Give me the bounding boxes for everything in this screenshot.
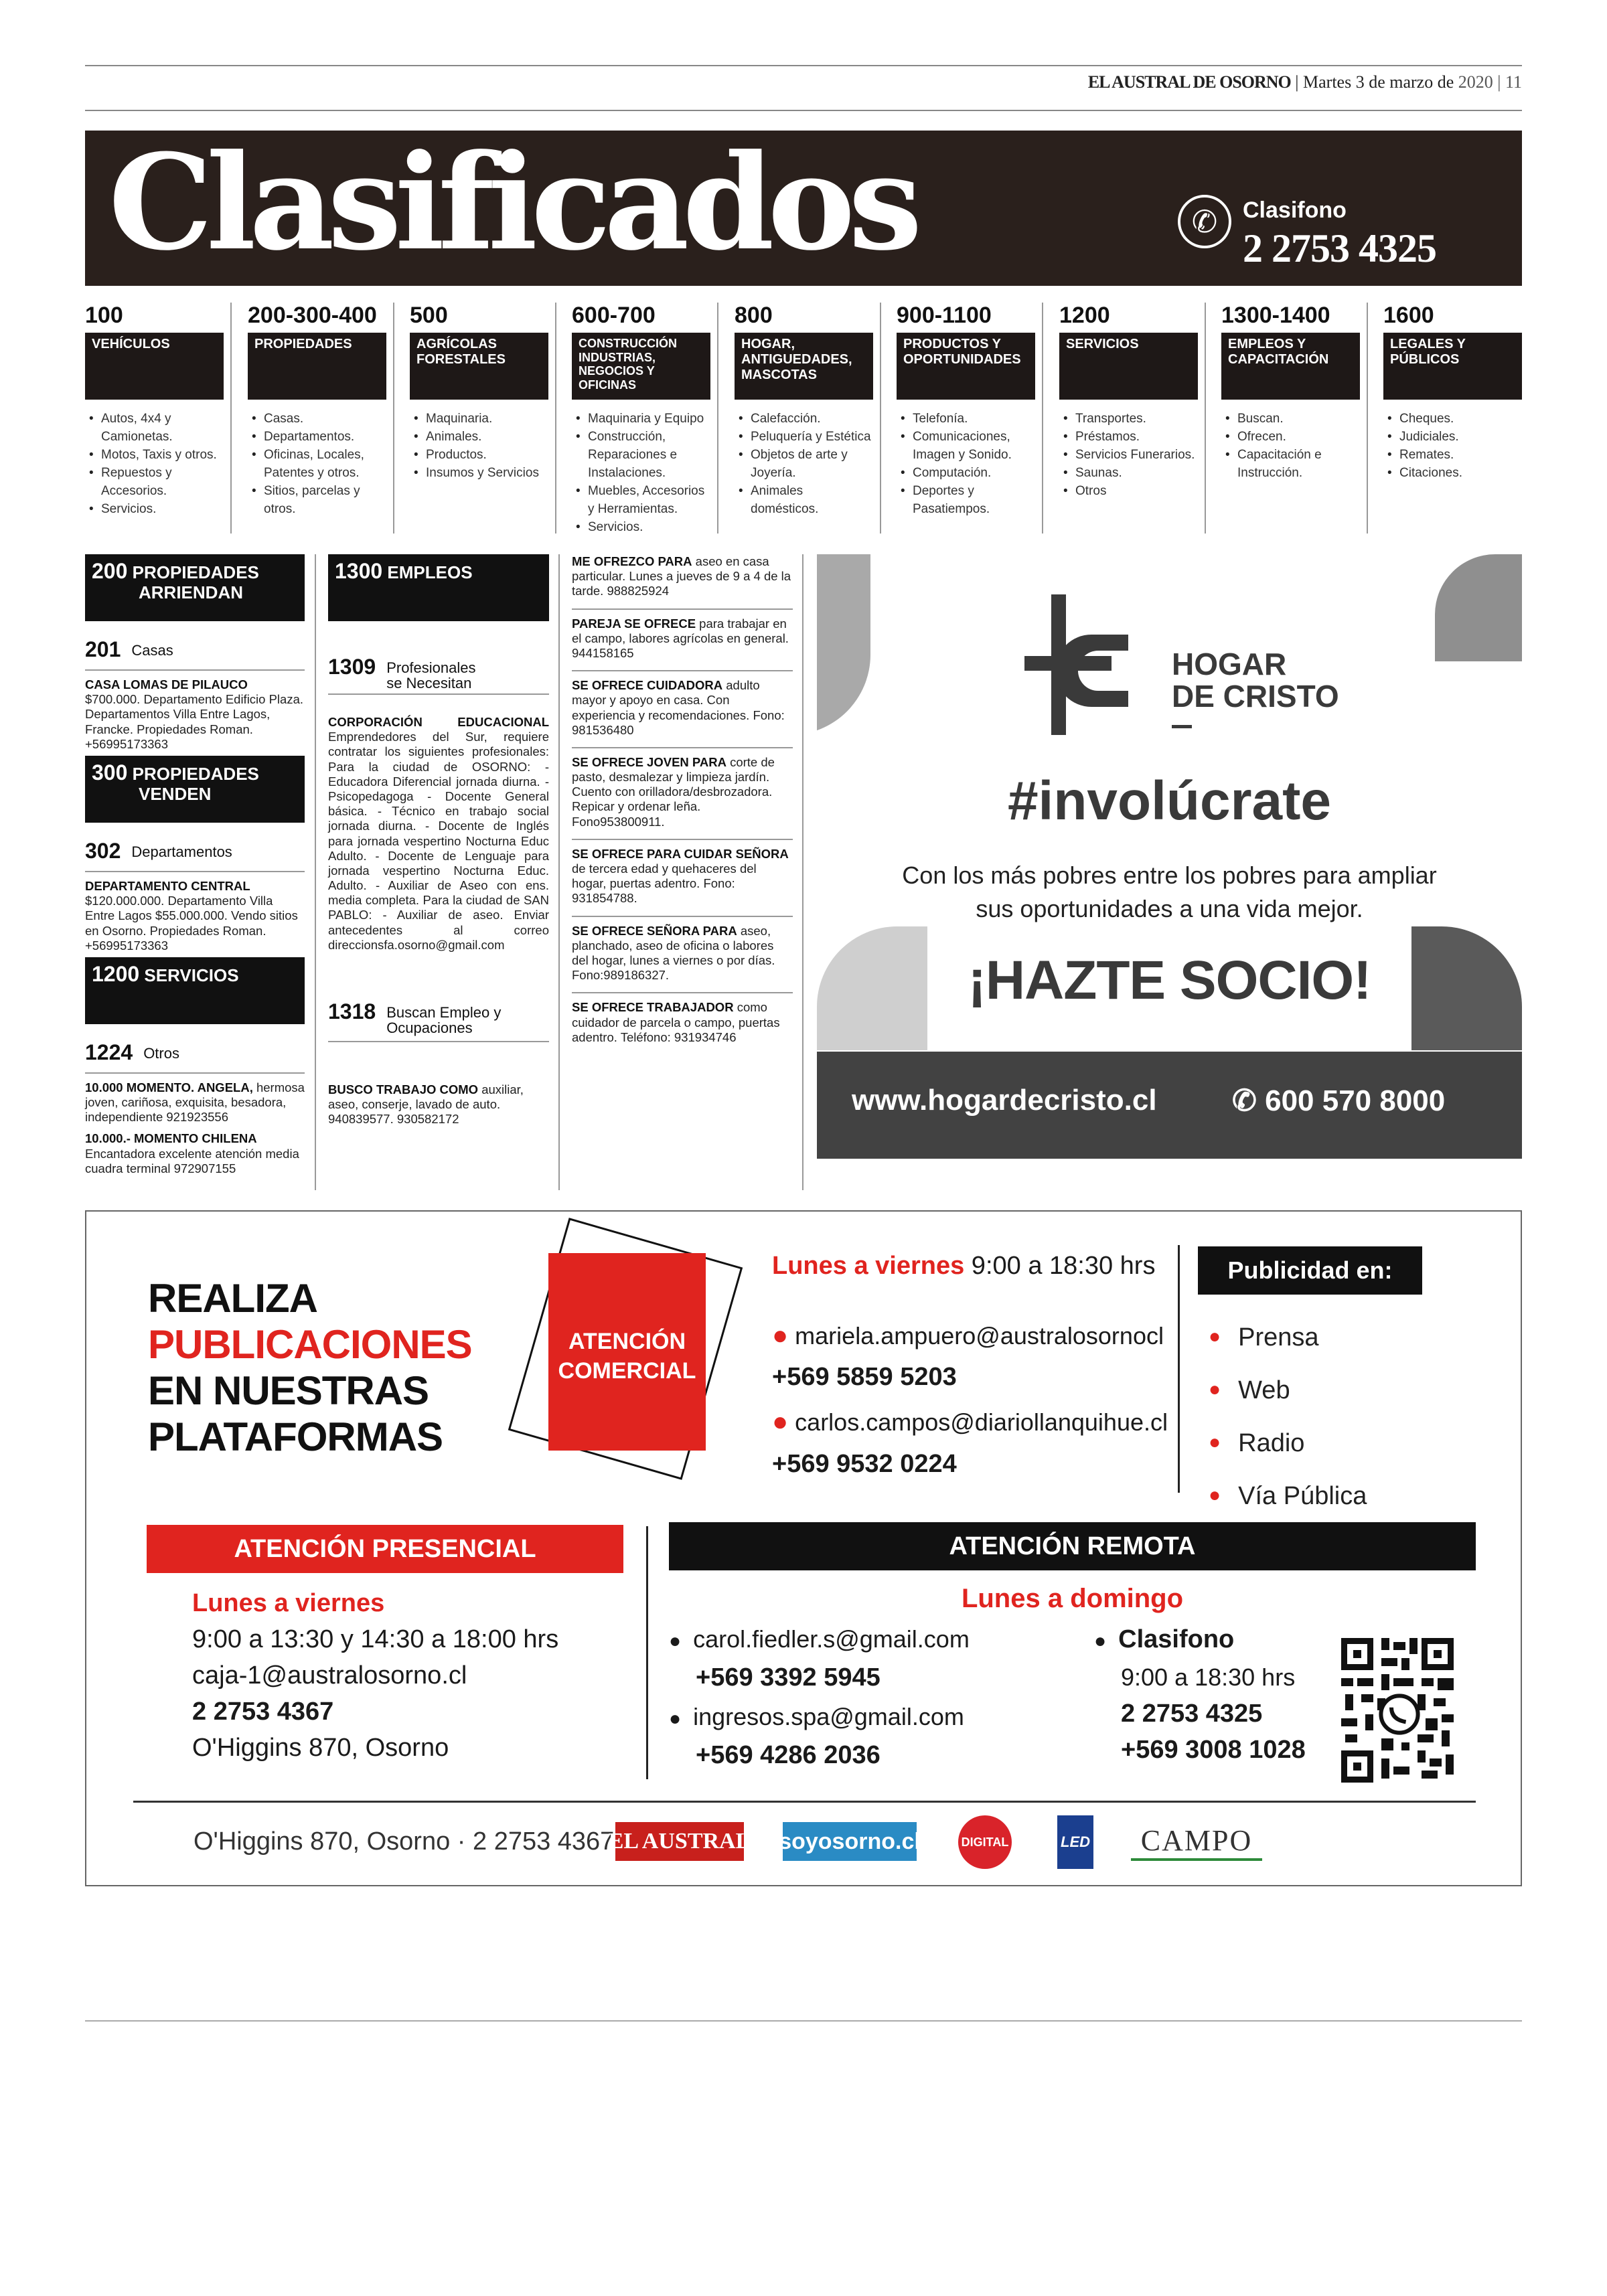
category-item: • Servicios. [572,519,710,537]
subsection-number: 302 [85,838,121,863]
ad-body: aseo en casa particular. Lunes a jueves de 9 a 4 de la tarde. 988825924 [572,554,791,598]
section-number: 200 [92,559,128,583]
contact-email-2[interactable] [772,1407,1168,1437]
clasifono-hours: 9:00 a 18:30 hrs [1121,1663,1296,1691]
remota-days: Lunes a domingo [961,1584,1184,1613]
atencion-presencial-header: ATENCIÓN PRESENCIAL [147,1525,623,1573]
hdc-brand-line: HOGAR [1172,647,1287,681]
classified-ad [85,1080,305,1125]
category-item: • Telefonía. [897,410,1035,428]
category-item: • Sitios, parcelas y otros. [248,483,386,519]
phone-text: +569 5859 5203 [772,1363,957,1391]
subsection-title [386,655,475,691]
classified-ad [572,992,793,1045]
comercial-hours [772,1252,1155,1281]
ad-body: corte de pasto, desmalezar y limpieza jardín. Cuento con orilladora/desbrozadora. Repicar y ordenar leña. Fono953800911. [572,754,775,829]
category-item: • Repuestos y Accesorios. [85,465,224,501]
category-item: • Peluquería y Estética [735,428,873,446]
section-number: 1300 [335,559,383,583]
category-item: • Préstamos. [1059,428,1198,446]
section-number: 1200 [92,961,140,986]
ad-body: hermosa joven, cariñosa, exquisita, besadora, independiente 921923556 [85,1080,305,1125]
comercial-time: 9:00 a 18:30 hrs [964,1252,1156,1280]
category-item: • Maquinaria y Equipo [572,410,710,428]
category-title: CONSTRUCCIÓN INDUSTRIAS, NEGOCIOS Y OFICINAS [572,333,710,400]
subsection-title: Otros [143,1044,179,1062]
ad-headline: 10.000.- MOMENTO CHILENA [85,1131,257,1146]
ad-headline: ME OFREZCO PARA [572,554,692,568]
column-divider [1205,303,1206,534]
category-items [897,410,1035,519]
category-title: PROPIEDADES [248,333,386,400]
category-item: • Objetos de arte y Joyería. [735,446,873,483]
ad-headline: BUSCO TRABAJO COMO [328,1082,479,1096]
remota-phone: +569 3392 5945 [696,1663,881,1692]
bullet-icon: ● [772,1407,789,1437]
ad-body: auxiliar, aseo, conserje, lavado de auto. 940839577. 930582172 [328,1082,524,1127]
subsection-title-line: Buscan Empleo y [386,1004,502,1021]
section-number: 300 [92,760,128,785]
comercial-days: Lunes a viernes [772,1252,965,1280]
category-items [735,410,873,519]
section-title: EMPLEOS [387,562,473,582]
hdc-cta: ¡HAZTE SOCIO! [968,950,1371,1011]
classifieds-column-3 [572,554,793,1045]
category-item: • Casas. [248,410,386,428]
subsection-number: 1224 [85,1040,133,1064]
section-header-1300 [328,554,549,621]
hdc-website-link[interactable]: www.hogardecristo.cl [852,1084,1157,1117]
ad-body: de tercera edad y quehaceres del hogar, puertas adentro. Fono: 931854788. [572,862,757,906]
ad-body: para trabajar en el campo, labores agrícolas en general. 944158165 [572,616,789,660]
bullet-icon: ● [669,1630,682,1652]
category-item: • Capacitación e Instrucción. [1221,446,1360,483]
clasificados-banner [85,126,1522,286]
paper-name: EL AUSTRAL DE OSORNO [1087,72,1291,92]
phone-icon: ✆ [1178,195,1231,248]
category-item: • Motos, Taxis y otros. [85,446,224,465]
classifieds-column-2 [328,554,549,1127]
category-items [410,410,548,483]
category-item: • Ofrecen. [1221,428,1360,446]
category-code: 500 [410,303,448,328]
hogar-de-cristo-ad[interactable] [817,554,1522,1159]
category-items [572,410,710,537]
classified-ad [572,747,793,829]
ad-headline: SE OFRECE JOVEN PARA [572,754,726,769]
column-divider [646,1526,648,1779]
presencial-address: O'Higgins 870, Osorno [192,1734,449,1762]
category-code: 900-1100 [897,303,992,328]
category-items [1221,410,1360,483]
column-divider [555,303,556,534]
remota-phone: +569 4286 2036 [696,1741,881,1769]
ad-headline: SE OFRECE TRABAJADOR [572,1000,734,1015]
clasifono-phone: 2 2753 4325 [1121,1700,1263,1728]
category-empleos [1221,303,1360,534]
digital-radio-logo: DIGITAL [958,1815,1012,1869]
column-divider [880,303,881,534]
publicidad-header: Publicidad en: [1198,1246,1422,1295]
contact-email-1[interactable] [772,1321,1164,1351]
category-code: 1300-1400 [1221,303,1330,328]
phone-icon: ✆ [1232,1084,1266,1117]
column-divider [315,554,316,1190]
hdc-message [817,859,1522,926]
subsection-number: 1309 [328,655,376,679]
presencial-hours: 9:00 a 13:30 y 14:30 a 18:00 hrs [192,1625,559,1653]
category-construccion [572,303,710,534]
category-vehiculos [85,303,224,534]
remota-clasifono[interactable] [1094,1621,1306,1768]
subsection-201 [85,637,305,671]
badge-line: ATENCIÓN [568,1329,686,1354]
category-legales [1383,303,1522,534]
category-item: • Remates. [1383,446,1522,465]
classified-ad [572,608,793,661]
category-title: EMPLEOS Y CAPACITACIÓN [1221,333,1360,400]
category-item: • Animales. [410,428,548,446]
bottom-rule [85,2020,1522,2022]
subsection-1309 [328,655,549,695]
decorative-leaf [1435,554,1522,661]
hdc-brand-name [1172,648,1339,728]
section-subtitle: ARRIENDAN [139,582,243,603]
column-divider [1178,1245,1180,1493]
section-header-1200 [85,957,305,1024]
ad-body: Encantadora excelente atención media cuadra terminal 972907155 [85,1146,299,1175]
classified-ad [572,916,793,983]
led-via-publica-logo: LED [1057,1815,1093,1869]
banner-title: Clasificados [108,126,916,280]
subsection-number: 201 [85,637,121,661]
clasifono-label: Clasifono [1243,197,1347,223]
section-title: PROPIEDADES [132,562,259,582]
presencial-days: Lunes a viernes [192,1589,385,1617]
section-title: SERVICIOS [144,965,239,985]
classified-ad [572,554,793,599]
category-item: • Productos. [410,446,548,465]
page-header: EL AUSTRAL DE OSORNO | Martes 3 de marzo de 2020 | 11 [1087,72,1522,92]
remota-email: ingresos.spa@gmail.com [693,1703,964,1730]
category-item: • Insumos y Servicios [410,465,548,483]
headline-line: EN NUESTRAS [148,1368,429,1413]
hogar-de-cristo-logo-icon [1024,594,1132,742]
publicidad-item: ● Vía Pública [1209,1471,1367,1524]
hdc-phone[interactable] [1232,1084,1445,1118]
ad-headline: CASA LOMAS DE PILAUCO [85,677,248,691]
subsection-1224 [85,1040,305,1074]
category-index [85,303,1522,534]
category-item: • Cheques. [1383,410,1522,428]
subsection-title-line: Profesionales [386,659,476,676]
category-item: • Buscan. [1221,410,1360,428]
column-divider [717,303,718,534]
category-item: • Construcción, Reparaciones e Instalaciones. [572,428,710,483]
contact-phone-1[interactable] [772,1363,957,1392]
category-title: HOGAR, ANTIGUEDADES, MASCOTAS [735,333,873,400]
remota-email: carol.fiedler.s@gmail.com [693,1625,970,1653]
bullet-icon: ● [1094,1630,1107,1652]
whatsapp-qr-code-icon[interactable] [1337,1633,1458,1787]
section-subtitle: VENDEN [139,784,212,805]
headline-line: REALIZA [148,1276,317,1321]
column-divider [558,554,560,1190]
category-servicios [1059,303,1198,534]
category-item: • Deportes y Pasatiempos. [897,483,1035,519]
category-item: • Departamentos. [248,428,386,446]
header-rule [85,110,1522,111]
category-code: 1200 [1059,303,1110,328]
ad-body: $120.000.000. Departamento Villa Entre Lagos $55.000.000. Vendo sitios en Osorno. Propiedades Roman. +56995173363 [85,894,298,953]
headline-line: PLATAFORMAS [148,1414,443,1459]
category-hogar [735,303,873,534]
hdc-brand-underline [1172,725,1192,728]
classified-ad [328,715,549,953]
footer-divider [133,1801,1476,1803]
classified-ad [85,677,305,752]
footer-address: O'Higgins 870, Osorno · 2 2753 4367 [194,1827,615,1856]
category-title: AGRÍCOLAS FORESTALES [410,333,548,400]
classified-ad [572,839,793,906]
section-header-200 [85,554,305,621]
phone-text: +569 9532 0224 [772,1450,957,1478]
header-date-tail: 2020 | 11 [1458,72,1522,92]
clasifono-mobile: +569 3008 1028 [1121,1736,1306,1764]
hdc-message-line: sus oportunidades a una vida mejor. [976,895,1363,923]
classified-ad [85,879,305,953]
presencial-email[interactable]: caja-1@australosorno.cl [192,1661,467,1690]
category-title: SERVICIOS [1059,333,1198,400]
clasifono-title: Clasifono [1118,1625,1235,1653]
ad-body: como cuidador de parcela o campo, puertas adentro. Teléfono: 931934746 [572,1000,780,1044]
top-rule [85,65,1522,66]
category-title: LEGALES Y PÚBLICOS [1383,333,1522,400]
subsection-number: 1318 [328,999,376,1023]
category-item: • Comunicaciones, Imagen y Sonido. [897,428,1035,465]
subsection-title: Casas [131,642,173,659]
contact-phone-2[interactable] [772,1450,957,1479]
publicidad-item: ● Radio [1209,1418,1367,1471]
category-item: • Computación. [897,465,1035,483]
subsection-title: Departamentos [131,843,232,860]
ad-body: $700.000. Departamento Edificio Plaza. Departamentos Villa Entre Lagos, Francke. Propiedades Roman. +56995173363 [85,692,304,751]
category-productos [897,303,1035,534]
bullet-icon: ● [772,1321,789,1350]
category-item: • Muebles, Accesorios y Herramientas. [572,483,710,519]
category-agricolas [410,303,548,534]
publicidad-item: ● Prensa [1209,1312,1367,1365]
category-code: 800 [735,303,773,328]
ad-headline: SE OFRECE PARA CUIDAR SEÑORA [572,846,789,861]
ad-headline: SE OFRECE SEÑORA PARA [572,923,737,938]
clasifono-number: 2 2753 4325 [1243,226,1436,270]
hdc-hashtag: #involúcrate [1007,770,1332,831]
decorative-leaf [817,554,870,735]
badge-line: COMERCIAL [558,1358,696,1384]
category-item: • Autos, 4x4 y Camionetas. [85,410,224,446]
category-item: • Servicios Funerarios. [1059,446,1198,465]
subsection-302 [85,839,305,872]
section-header-300 [85,756,305,823]
email-text: mariela.ampuero@australosornocl [795,1322,1164,1349]
category-item: • Judiciales. [1383,428,1522,446]
ad-headline: PAREJA SE OFRECE [572,616,696,631]
classified-ad [328,1082,549,1127]
category-items [1059,410,1198,501]
soyosorno-logo: soyosorno.cl [783,1822,917,1861]
subsection-title-line: Ocupaciones [386,1019,473,1037]
category-item: • Otros [1059,483,1198,501]
category-item: • Oficinas, Locales, Patentes y otros. [248,446,386,483]
category-item: • Citaciones. [1383,465,1522,483]
ad-headline: CORPORACIÓN EDUCACIONAL [328,715,549,729]
remota-contact-1[interactable] [669,1621,970,1696]
hdc-brand-line: DE CRISTO [1172,679,1339,714]
atencion-remota-header: ATENCIÓN REMOTA [669,1522,1476,1570]
column-divider [802,554,804,1190]
ad-body: Emprendedores del Sur, requiere contratar los siguientes profesionales: Para la ciudad de OSORNO: - Educadora Diferencial jornada diurna. - Psicopedagoga - Docente General básica. - Técnico en trabajo social jornada diurna. - Docente de Inglés para jornada vespertino Nocturna Educ Adulto. - Docente de Lenguaje para jornada vespertino Nocturna Educ. Adulto. - Auxiliar de Aseo con ens. media completa. Para la ciudad de SAN PABLO: - Auxiliar de aseo. Enviar antecedentes al correo direccionsfa.osorno@gmail.com [328,730,549,952]
category-title: PRODUCTOS Y OPORTUNIDADES [897,333,1035,400]
category-item: • Animales domésticos. [735,483,873,519]
category-item: • Maquinaria. [410,410,548,428]
column-divider [393,303,394,534]
publicidad-list [1209,1312,1367,1524]
publicidad-item: ● Web [1209,1365,1367,1418]
headline-line: PUBLICACIONES [148,1322,472,1367]
category-items [248,410,386,519]
ad-headline: 10.000 MOMENTO. ANGELA, [85,1080,253,1094]
column-divider [230,303,232,534]
classifieds-column-1 [85,554,305,1176]
campo-sureno-logo: CAMPO [1131,1822,1262,1861]
bullet-icon: ● [669,1708,682,1730]
category-propiedades [248,303,386,534]
column-divider [1367,303,1368,534]
atencion-comercial-badge [548,1253,706,1451]
remota-contact-2[interactable] [669,1699,964,1773]
section-title: PROPIEDADES [132,763,259,784]
classified-ad [85,1131,305,1176]
category-items [85,410,224,519]
column-divider [1042,303,1043,534]
el-austral-logo: EL AUSTRAL [615,1822,744,1861]
subsection-title [386,999,501,1036]
ad-headline: DEPARTAMENTO CENTRAL [85,878,250,893]
category-code: 600-700 [572,303,656,328]
category-item: • Servicios. [85,501,224,519]
ad-headline: SE OFRECE CUIDADORA [572,678,723,693]
category-items [1383,410,1522,483]
email-text: carlos.campos@diariollanquihue.cl [795,1408,1168,1436]
ad-body: aseo, planchado, aseo de oficina o labores del hogar, lunes a viernes o por días. Fono:989186327. [572,923,775,983]
ad-body: adulto mayor y apoyo en casa. Con experiencia y recomendaciones. Fono: 981536480 [572,678,785,737]
presencial-phone[interactable]: 2 2753 4367 [192,1698,334,1726]
category-code: 1600 [1383,303,1434,328]
classified-ad [572,670,793,738]
atencion-presencial-details [192,1585,558,1766]
hdc-footer [817,1052,1522,1159]
category-title: VEHÍCULOS [85,333,224,400]
subsection-1318 [328,999,549,1042]
header-date: Martes 3 de marzo de [1303,72,1458,92]
atencion-comercial-box [85,1210,1522,1886]
hdc-message-line: Con los más pobres entre los pobres para ampliar [902,862,1437,889]
subsection-title-line: se Necesitan [386,675,472,692]
category-code: 200-300-400 [248,303,377,328]
realiza-headline [148,1275,472,1460]
category-item: • Transportes. [1059,410,1198,428]
category-item: • Calefacción. [735,410,873,428]
hdc-phone-number: 600 570 8000 [1265,1084,1446,1117]
category-item: • Saunas. [1059,465,1198,483]
category-code: 100 [85,303,123,328]
